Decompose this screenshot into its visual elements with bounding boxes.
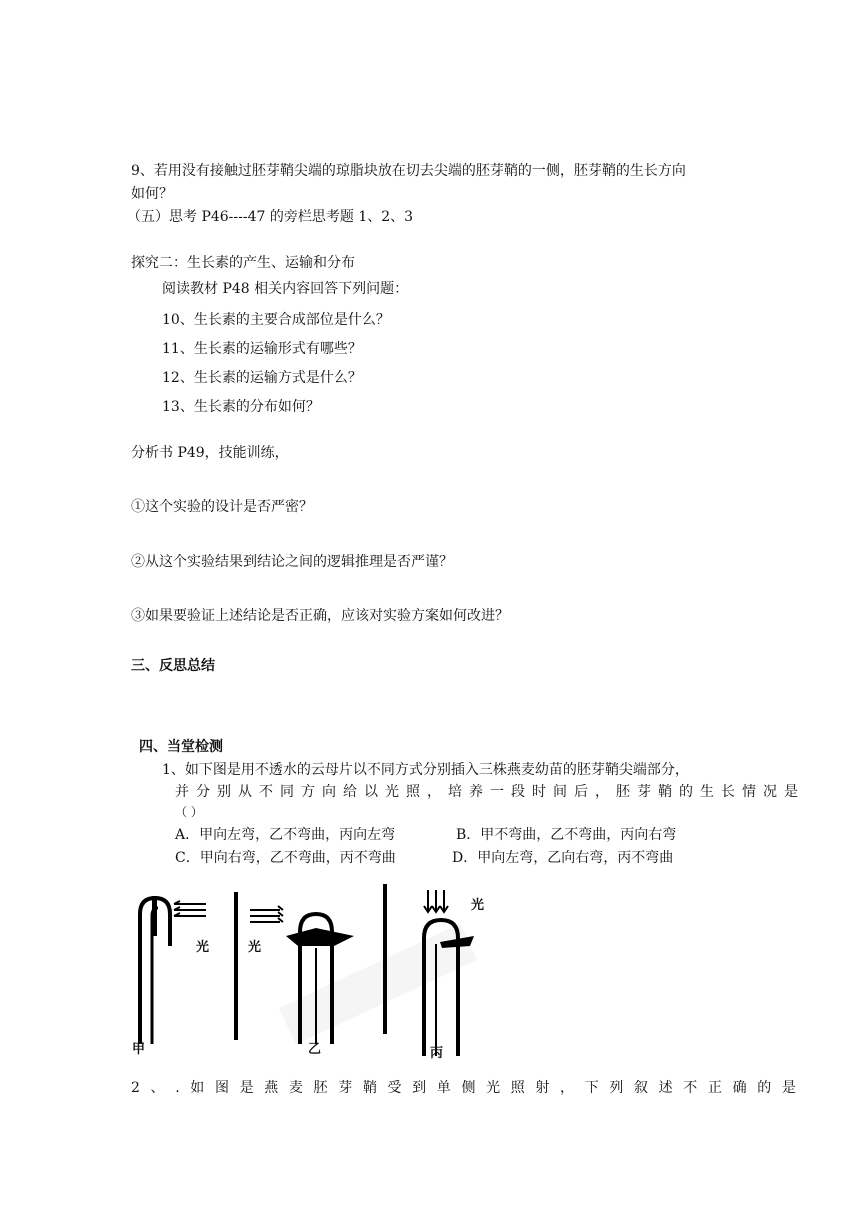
option-d: D．甲向左弯，乙向右弯，丙不弯曲 — [452, 850, 674, 866]
question-9-line-1: 9、若用没有接触过胚芽鞘尖端的琼脂块放在切去尖端的胚芽鞘的一侧，胚芽鞘的生长方向 — [131, 163, 686, 179]
divider-1 — [234, 892, 238, 1040]
figure-drawing — [128, 884, 508, 1064]
analysis-prompt: 分析书 P49，技能训练， — [131, 445, 289, 461]
option-b: B．甲不弯曲，乙不弯曲，丙向右弯 — [456, 827, 677, 843]
option-c: C．甲向右弯，乙不弯曲，丙不弯曲 — [175, 850, 396, 866]
think-section-5: （五）思考 P46----47 的旁栏思考题 1、2、3 — [127, 209, 414, 225]
question-9-line-2: 如何？ — [131, 186, 173, 202]
circled-question-2: ②从这个实验结果到结论之间的逻辑推理是否严谨？ — [131, 554, 453, 570]
problem-1-answer-blank: （ ） — [175, 805, 203, 819]
mica-plate-jia — [152, 896, 157, 936]
coleoptile-experiment-figure — [128, 884, 508, 1064]
question-10: 10、生长素的主要合成部位是什么？ — [162, 312, 390, 328]
section-4-heading: 四、当堂检测 — [139, 739, 223, 755]
light-label-jia: 光 — [196, 940, 210, 955]
question-13: 13、生长素的分布如何？ — [162, 399, 320, 415]
label-jia: 甲 — [132, 1042, 146, 1057]
mica-plate-yi — [286, 928, 354, 946]
problem-1-line-1: 1、如下图是用不透水的云母片以不同方式分别插入三株燕麦幼苗的胚芽鞘尖端部分， — [162, 762, 689, 778]
reading-instruction: 阅读教材 P48 相关内容回答下列问题： — [162, 281, 409, 297]
light-label-yi: 光 — [248, 940, 262, 955]
light-label-bing: 光 — [471, 898, 485, 913]
problem-2-line-1: 2 、 . 如 图 是 燕 麦 胚 芽 鞘 受 到 单 侧 光 照 射 ， 下 列 叙 述 不 正 确 的 是 — [131, 1080, 800, 1096]
circled-question-3: ③如果要验证上述结论是否正确，应该对实验方案如何改进？ — [131, 608, 509, 624]
question-11: 11、生长素的运输形式有哪些？ — [162, 341, 362, 357]
option-a: A．甲向左弯，乙不弯曲，丙向左弯 — [175, 827, 396, 843]
problem-1-line-2: 并分别从不同方向给以光照，培养一段时间后，胚芽鞘的生长情况是 — [175, 784, 805, 800]
divider-2 — [383, 884, 387, 1034]
circled-question-1: ①这个实验的设计是否严密？ — [131, 499, 313, 515]
label-yi: 乙 — [308, 1042, 322, 1057]
question-12: 12、生长素的运输方式是什么？ — [162, 370, 362, 386]
label-bing: 丙 — [430, 1046, 444, 1061]
section-3-heading: 三、反思总结 — [131, 658, 215, 674]
seedling-jia — [140, 896, 206, 1044]
explore-2-heading: 探究二：生长素的产生、运输和分布 — [131, 255, 355, 271]
